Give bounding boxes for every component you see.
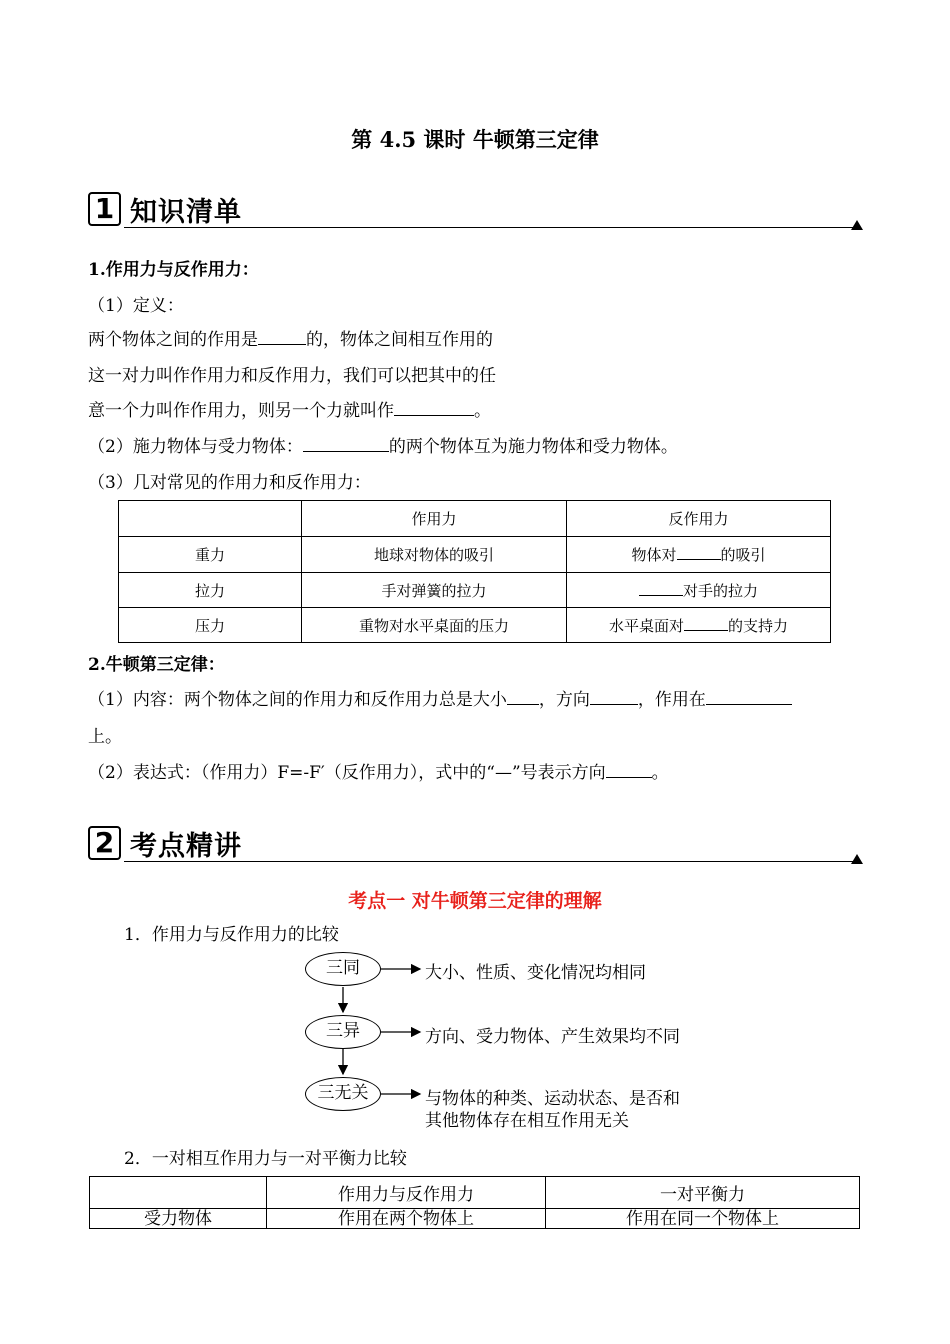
definition-line-3 <box>88 396 491 421</box>
text: 意一个力叫作作用力，则另一个力就叫作 <box>88 401 394 421</box>
text: ，作用在 <box>637 690 706 710</box>
applier-receiver-line <box>88 432 678 457</box>
fill-blank[interactable] <box>706 688 792 705</box>
fill-blank[interactable] <box>590 688 638 705</box>
heading-newton-third: 2.牛顿第三定律： <box>88 655 225 675</box>
text: 对手的拉力 <box>682 581 758 600</box>
oval-san-wuguan: 三无关 <box>305 1077 381 1111</box>
section-rule <box>124 861 855 862</box>
content-line-2: 上。 <box>88 727 122 747</box>
table-cell: 拉力 <box>119 573 302 608</box>
table-row <box>119 608 831 643</box>
text: 的，物体之间相互作用的 <box>306 330 493 350</box>
table-cell: 作用在两个物体上 <box>267 1209 546 1229</box>
text: 的支持力 <box>728 616 789 635</box>
common-pairs-label: （3）几对常见的作用力和反作用力： <box>88 473 371 493</box>
triangle-icon <box>851 220 863 230</box>
table-header-row <box>119 501 831 537</box>
table-cell <box>567 573 831 608</box>
fill-blank[interactable] <box>677 545 721 560</box>
action-reaction-table <box>118 500 831 643</box>
page-title: 第 4.5 课时 牛顿第三定律 <box>351 127 599 152</box>
section-header-1 <box>88 190 863 230</box>
table-header-cell: 一对平衡力 <box>546 1177 860 1209</box>
table-header-cell: 反作用力 <box>567 501 831 537</box>
table-header-cell <box>119 501 302 537</box>
oval-san-yi: 三异 <box>305 1015 381 1049</box>
text: 物体对 <box>631 546 677 564</box>
text: ，方向 <box>538 690 590 710</box>
section-rule <box>124 227 855 228</box>
section-title: 考点精讲 <box>130 831 242 862</box>
table-header-cell <box>90 1177 267 1209</box>
san-yi-text: 方向、受力物体、产生效果均不同 <box>425 1027 680 1047</box>
table-header-cell: 作用力与反作用力 <box>267 1177 546 1209</box>
fill-blank[interactable] <box>606 761 652 778</box>
san-tong-text: 大小、性质、变化情况均相同 <box>425 963 646 983</box>
oval-san-tong: 三同 <box>305 952 381 986</box>
table-header-cell: 作用力 <box>302 501 567 537</box>
definition-line-1 <box>88 325 493 350</box>
section-title: 知识清单 <box>130 197 242 228</box>
content-line-1 <box>88 685 792 710</box>
fill-blank[interactable] <box>507 688 539 705</box>
table-cell <box>567 537 831 573</box>
table-cell: 手对弹簧的拉力 <box>302 573 567 608</box>
text: 的吸引 <box>720 546 766 564</box>
section-header-2 <box>88 824 863 864</box>
text: 。 <box>474 401 491 421</box>
san-wuguan-text: 与物体的种类、运动状态、是否和 <box>425 1089 680 1109</box>
table-row <box>119 537 831 573</box>
heading-action-reaction: 1.作用力与反作用力： <box>88 260 259 280</box>
kaodian-title: 考点一 对牛顿第三定律的理解 <box>348 890 602 912</box>
san-wuguan-text-2: 其他物体存在相互作用无关 <box>425 1111 629 1131</box>
section-number: 2 <box>88 826 121 860</box>
table-cell: 地球对物体的吸引 <box>302 537 567 573</box>
text: （2）表达式：（作用力）F=-F′（反作用力），式中的“—”号表示方向 <box>88 763 606 783</box>
triangle-icon <box>851 854 863 864</box>
table-cell: 重物对水平桌面的压力 <box>302 608 567 643</box>
text: 的两个物体互为施力物体和受力物体。 <box>388 437 678 457</box>
table-row <box>119 573 831 608</box>
comparison-diagram <box>300 950 720 1130</box>
text: （1）内容：两个物体之间的作用力和反作用力总是大小 <box>88 690 507 710</box>
text: 水平桌面对 <box>608 616 684 635</box>
table-cell: 作用在同一个物体上 <box>546 1209 860 1229</box>
definition-line-2: 这一对力叫作作用力和反作用力，我们可以把其中的任 <box>88 366 496 386</box>
table-cell <box>567 608 831 643</box>
fill-blank[interactable] <box>303 435 389 452</box>
section-number: 1 <box>88 192 121 226</box>
text: （2）施力物体与受力物体： <box>88 437 303 457</box>
fill-blank[interactable] <box>394 399 474 416</box>
fill-blank[interactable] <box>684 616 728 631</box>
table-cell: 受力物体 <box>90 1209 267 1229</box>
force-comparison-table <box>89 1176 860 1229</box>
table-header-row <box>90 1177 860 1209</box>
comparison-item-2: 2．一对相互作用力与一对平衡力比较 <box>124 1149 407 1169</box>
comparison-item-1: 1．作用力与反作用力的比较 <box>124 925 339 945</box>
text: 。 <box>651 763 669 783</box>
table-cell: 压力 <box>119 608 302 643</box>
definition-label: （1）定义： <box>88 296 184 316</box>
table-cell: 重力 <box>119 537 302 573</box>
fill-blank[interactable] <box>639 581 683 596</box>
expression-line <box>88 758 669 783</box>
table-row <box>90 1209 860 1229</box>
fill-blank[interactable] <box>258 328 306 345</box>
text: 两个物体之间的作用是 <box>88 330 258 350</box>
